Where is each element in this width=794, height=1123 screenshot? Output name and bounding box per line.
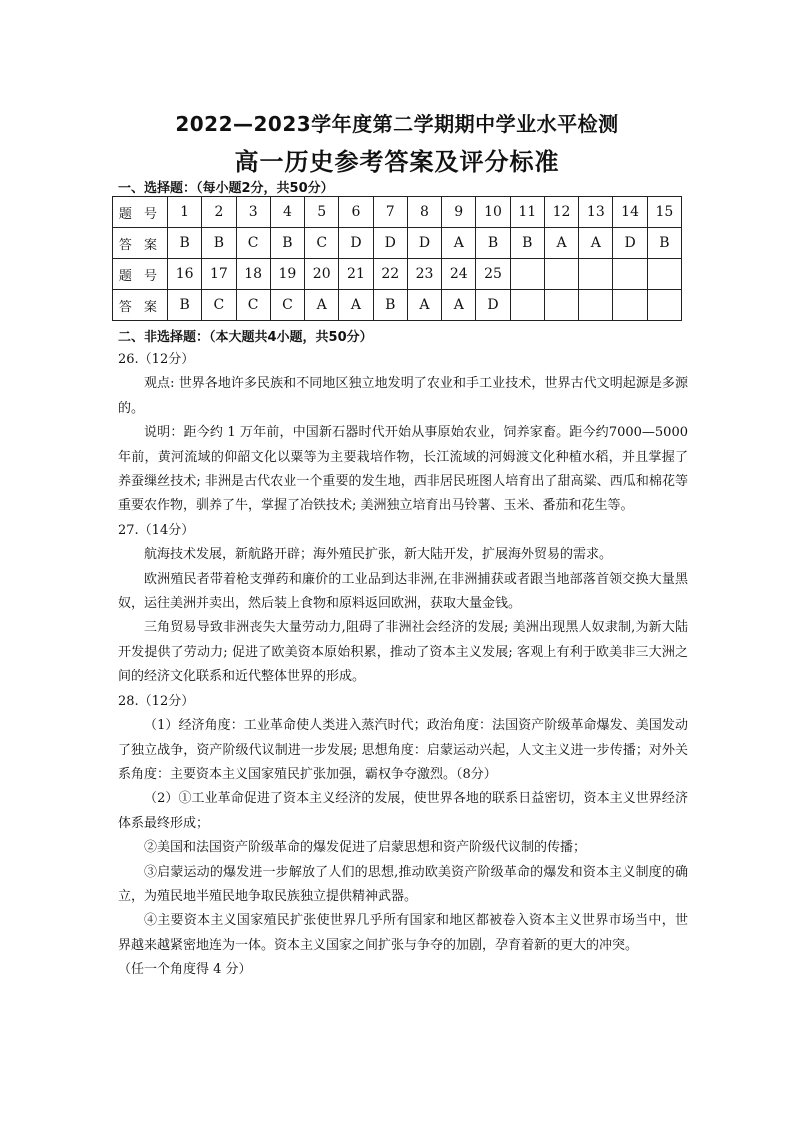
answer-cell: A: [579, 228, 613, 259]
empty-cell: [613, 290, 647, 321]
q26-viewpoint: 观点: 世界各地许多民族和不同地区独立地发明了农业和手工业技术，世界古代文明起源是多源的。: [118, 376, 688, 416]
question-number: 15: [647, 197, 681, 228]
q28-part1: （1）经济角度：工业革命使人类进入蒸汽时代；政治角度：法国资产阶级革命爆发、美国发动了独立战争，资产阶级代议制进一步发展; 思想角度：启蒙运动兴起，人文主义进一步传播；对外关系角度：主要资本主义国家殖民扩张加强，霸权争夺激烈。（8分）: [118, 718, 688, 782]
answer-cell: A: [442, 290, 476, 321]
question-number: 5: [305, 197, 339, 228]
table-row: [113, 290, 682, 321]
question-28-heading: 28.（12分）: [118, 693, 195, 709]
answer-cell: C: [305, 228, 339, 259]
question-number: 2: [202, 197, 236, 228]
question-number: 21: [339, 259, 373, 290]
section2-content: [118, 348, 688, 983]
q28-scoring-note: （任一个角度得 4 分）: [118, 962, 252, 978]
answer-cell: D: [373, 228, 407, 259]
question-number: 13: [579, 197, 613, 228]
q28-point: ③启蒙运动的爆发进一步解放了人们的思想,推动欧美资产阶级革命的爆发和资本主义制度的确立，为殖民地半殖民地争取民族独立提供精神武器。: [118, 864, 688, 904]
question-number: 6: [339, 197, 373, 228]
empty-cell: [579, 259, 613, 290]
question-number: 17: [202, 259, 236, 290]
answer-cell: B: [510, 228, 544, 259]
row-label: 题 号: [113, 259, 168, 290]
q28-part2: （2）①工业革命促进了资本主义经济的发展，使世界各地的联系日益密切，资本主义世界经济体系最终形成；: [118, 791, 688, 831]
answer-cell: C: [270, 290, 304, 321]
q28-point: ②美国和法国资产阶级革命的爆发促进了启蒙思想和资产阶级代议制的传播；: [144, 840, 587, 856]
answer-cell: B: [168, 228, 202, 259]
row-label: 题 号: [113, 197, 168, 228]
table-row: [113, 197, 682, 228]
answer-cell: B: [270, 228, 304, 259]
answer-cell: B: [168, 290, 202, 321]
q26-explanation: 说明：距今约 1 万年前，中国新石器时代开始从事原始农业，饲养家畜。距今约7000—5000年前，黄河流域的仰韶文化以粟等为主要栽培作物，长江流域的河姆渡文化种植水稻，并且掌握了养蚕缫丝技术; 非洲是古代农业一个重要的发生地，西非居民班图人培育出了甜高粱、西瓜和棉花等重要农作物，驯养了牛，掌握了冶铁技术; 美洲独立培育出马铃薯、玉米、番茄和花生等。: [118, 425, 688, 514]
section1-title: 一、选择题：（每小题2分，共50分）: [118, 181, 334, 196]
answer-cell: D: [339, 228, 373, 259]
question-number: 22: [373, 259, 407, 290]
question-26-heading: 26.（12分）: [118, 352, 195, 367]
answer-table: [112, 196, 682, 321]
question-number: 12: [544, 197, 578, 228]
answer-cell: B: [202, 228, 236, 259]
answer-cell: C: [236, 228, 270, 259]
q27-paragraph: 三角贸易导致非洲丧失大量劳动力,阻碍了非洲社会经济的发展; 美洲出现黑人奴隶制,为新大陆开发提供了劳动力; 促进了欧美资本原始积累，推动了资本主义发展; 客观上有利于欧美非三大洲之间的经济文化联系和近代整体世界的形成。: [118, 620, 688, 685]
question-number: 20: [305, 259, 339, 290]
question-number: 11: [510, 197, 544, 228]
answer-key-title: 高一历史参考答案及评分标准: [234, 148, 560, 176]
q28-point: ④主要资本主义国家殖民扩张使世界几乎所有国家和地区都被卷入资本主义世界市场当中，世界越来越紧密地连为一体。资本主义国家之间扩张与争夺的加剧，孕育着新的更大的冲突。: [118, 913, 688, 953]
question-number: 8: [407, 197, 441, 228]
question-number: 25: [476, 259, 510, 290]
answer-cell: B: [476, 228, 510, 259]
answer-cell: D: [476, 290, 510, 321]
empty-cell: [647, 290, 681, 321]
row-label: 答 案: [113, 290, 168, 321]
section2-title: 二、非选择题：（本大题共4小题，共50分）: [118, 330, 373, 345]
empty-cell: [613, 259, 647, 290]
empty-cell: [544, 290, 578, 321]
question-number: 18: [236, 259, 270, 290]
answer-cell: D: [407, 228, 441, 259]
question-number: 7: [373, 197, 407, 228]
empty-cell: [510, 290, 544, 321]
answer-cell: A: [442, 228, 476, 259]
answer-cell: C: [236, 290, 270, 321]
question-27-heading: 27.（14分）: [118, 522, 195, 538]
table-row: [113, 228, 682, 259]
answer-cell: A: [305, 290, 339, 321]
answer-cell: D: [613, 228, 647, 259]
answer-cell: A: [407, 290, 441, 321]
answer-cell: A: [544, 228, 578, 259]
answer-cell: C: [202, 290, 236, 321]
question-number: 4: [270, 197, 304, 228]
question-number: 1: [168, 197, 202, 228]
question-number: 24: [442, 259, 476, 290]
answer-cell: B: [647, 228, 681, 259]
question-number: 3: [236, 197, 270, 228]
answer-cell: A: [339, 290, 373, 321]
question-number: 10: [476, 197, 510, 228]
question-number: 19: [270, 259, 304, 290]
exam-title: 2022—2023学年度第二学期期中学业水平检测: [175, 112, 619, 136]
question-number: 16: [168, 259, 202, 290]
row-label: 答 案: [113, 228, 168, 259]
q27-paragraph: 欧洲殖民者带着枪支弹药和廉价的工业品到达非洲,在非洲捕获或者跟当地部落首领交换大量黑奴，运往美洲并卖出，然后装上食物和原料返回欧洲，获取大量金钱。: [118, 571, 688, 612]
answer-cell: B: [373, 290, 407, 321]
question-number: 9: [442, 197, 476, 228]
empty-cell: [647, 259, 681, 290]
empty-cell: [579, 290, 613, 321]
question-number: 23: [407, 259, 441, 290]
q27-paragraph: 航海技术发展，新航路开辟；海外殖民扩张，新大陆开发，扩展海外贸易的需求。: [144, 547, 613, 563]
question-number: 14: [613, 197, 647, 228]
empty-cell: [510, 259, 544, 290]
empty-cell: [544, 259, 578, 290]
table-row: [113, 259, 682, 290]
